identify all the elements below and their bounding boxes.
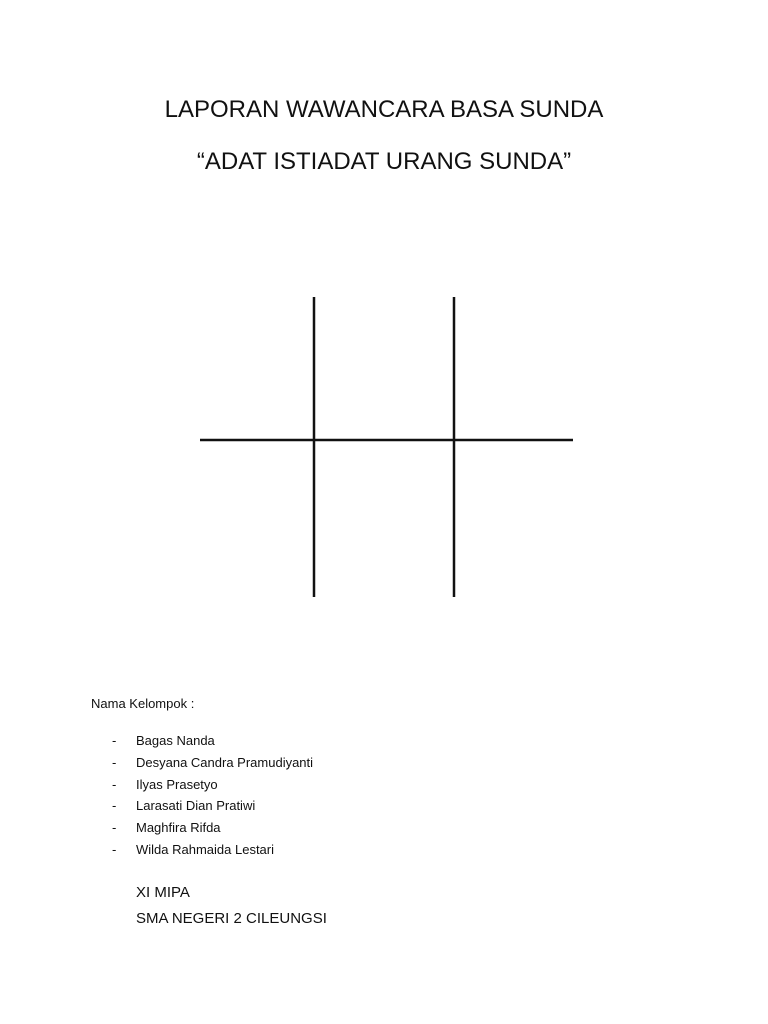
list-item bbox=[112, 752, 313, 774]
school-name: SMA NEGERI 2 CILEUNGSI bbox=[136, 910, 327, 927]
member-name: Maghfira Rifda bbox=[136, 820, 221, 836]
member-name: Desyana Candra Pramudiyanti bbox=[136, 754, 314, 770]
document-subtitle: “ADAT ISTIADAT URANG SUNDA” bbox=[196, 148, 572, 175]
member-name: Larasati Dian Pratiwi bbox=[136, 798, 256, 814]
bullet-dash: - bbox=[112, 798, 117, 814]
bullet-dash: - bbox=[112, 776, 117, 792]
class-name: XI MIPA bbox=[136, 884, 190, 901]
member-name: Wilda Rahmaida Lestari bbox=[136, 841, 275, 857]
bullet-dash: - bbox=[112, 754, 117, 770]
member-list bbox=[112, 730, 313, 861]
bullet-dash: - bbox=[112, 733, 117, 748]
bullet-dash: - bbox=[112, 820, 117, 836]
member-name: Bagas Nanda bbox=[136, 733, 215, 748]
list-item bbox=[112, 730, 313, 752]
list-item bbox=[112, 795, 313, 817]
member-name: Ilyas Prasetyo bbox=[136, 776, 218, 792]
list-item bbox=[112, 817, 313, 839]
group-label: Nama Kelompok : bbox=[91, 696, 195, 711]
list-item bbox=[112, 839, 313, 861]
bullet-dash: - bbox=[112, 841, 117, 857]
class-info bbox=[136, 880, 327, 932]
document-title: LAPORAN WAWANCARA BASA SUNDA bbox=[164, 96, 604, 123]
list-item bbox=[112, 774, 313, 796]
